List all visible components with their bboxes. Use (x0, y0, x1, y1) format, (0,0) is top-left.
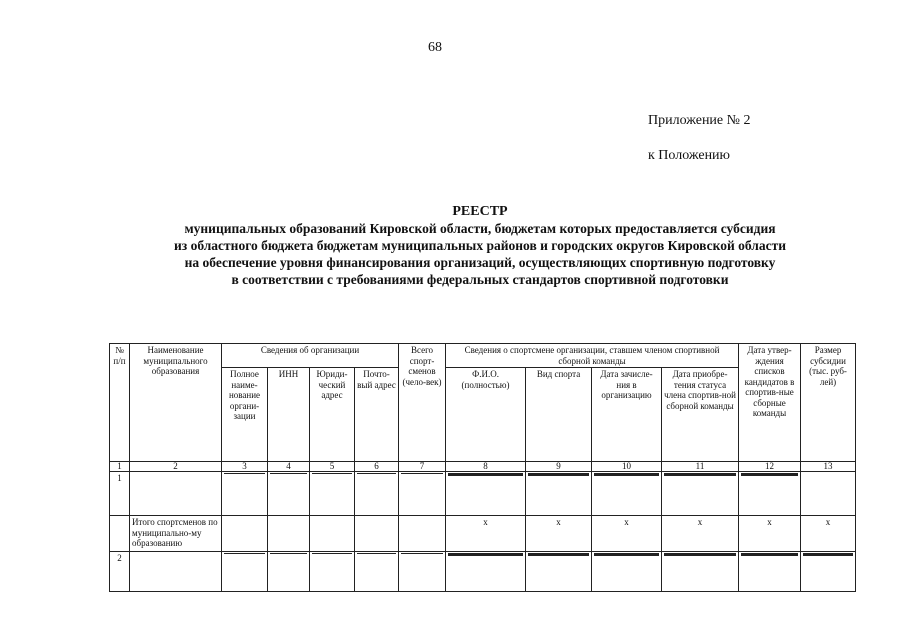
header-athlete-name: Ф.И.О. (полностью) (446, 368, 526, 462)
cell-subsidy (801, 552, 856, 592)
row-number (110, 516, 130, 552)
cell-org-inn (268, 472, 310, 516)
cell-sport (526, 552, 592, 592)
column-number: 5 (310, 462, 355, 472)
column-number: 6 (355, 462, 399, 472)
column-number: 12 (739, 462, 801, 472)
cell-org-legal-address (310, 516, 355, 552)
title-line: муниципальных образований Кировской области, бюджетам которых предоставляется субсидия (184, 221, 776, 236)
column-number: 13 (801, 462, 856, 472)
total-row (110, 516, 856, 552)
column-number: 11 (662, 462, 739, 472)
column-number: 4 (268, 462, 310, 472)
cell-subsidy (801, 472, 856, 516)
total-label: Итого спортсменов по муниципально-му образованию (130, 516, 222, 552)
cell-org-full-name (222, 516, 268, 552)
cell-org-legal-address (310, 552, 355, 592)
header-subsidy: Размер субсидии (тыс. руб-лей) (801, 344, 856, 462)
header-row (110, 344, 856, 368)
column-numbers-row (110, 462, 856, 472)
header-org-legal-address: Юриди-ческий адрес (310, 368, 355, 462)
page-number: 68 (428, 40, 442, 55)
cell-status-date (662, 552, 739, 592)
cell-org-postal-address (355, 516, 399, 552)
total-mark: x (739, 516, 801, 552)
header-athletes-info: Сведения о спортсмене организации, ставшем членом спортивной сборной команды (446, 344, 739, 368)
table-row (110, 552, 856, 592)
header-org-info: Сведения об организации (222, 344, 399, 368)
header-municipality: Наименование муниципального образования (130, 344, 222, 462)
cell-org-inn (268, 516, 310, 552)
cell-org-full-name (222, 472, 268, 516)
row-number: 1 (110, 472, 130, 516)
table-row (110, 472, 856, 516)
header-approval-date: Дата утвер-ждения списков кандидатов в спортив-ные сборные команды (739, 344, 801, 462)
column-number: 3 (222, 462, 268, 472)
cell-total-athletes (399, 516, 446, 552)
header-enroll-date: Дата зачисле-ния в организацию (592, 368, 662, 462)
header-total-athletes: Всего спорт-сменов (чело-век) (399, 344, 446, 462)
cell-enroll-date (592, 552, 662, 592)
cell-total-athletes (399, 472, 446, 516)
header-status-date: Дата приобре-тения статуса члена спортив-ной сборной команды (662, 368, 739, 462)
cell-approval-date (739, 472, 801, 516)
title-main: РЕЕСТР (452, 204, 508, 219)
appendix-label: Приложение № 2 (648, 113, 751, 128)
registry-table (109, 343, 856, 592)
row-number: 2 (110, 552, 130, 592)
cell-municipality (130, 552, 222, 592)
header-org-full-name: Полное наиме-нование органи-зации (222, 368, 268, 462)
document-title (90, 203, 870, 288)
cell-org-inn (268, 552, 310, 592)
column-number: 10 (592, 462, 662, 472)
column-number: 7 (399, 462, 446, 472)
cell-org-full-name (222, 552, 268, 592)
total-mark: x (801, 516, 856, 552)
total-mark: x (446, 516, 526, 552)
column-number: 9 (526, 462, 592, 472)
header-num: № п/п (110, 344, 130, 462)
header-org-inn: ИНН (268, 368, 310, 462)
cell-org-legal-address (310, 472, 355, 516)
column-number: 1 (110, 462, 130, 472)
total-mark: x (592, 516, 662, 552)
cell-municipality (130, 472, 222, 516)
cell-sport (526, 472, 592, 516)
title-line: из областного бюджета бюджетам муниципальных районов и городских округов Кировской области (173, 238, 786, 253)
cell-approval-date (739, 552, 801, 592)
cell-org-postal-address (355, 552, 399, 592)
cell-athlete-name (446, 472, 526, 516)
title-line: в соответствии с требованиями федеральных стандартов спортивной подготовки (231, 272, 729, 287)
cell-athlete-name (446, 552, 526, 592)
cell-total-athletes (399, 552, 446, 592)
column-number: 2 (130, 462, 222, 472)
total-mark: x (662, 516, 739, 552)
header-sport: Вид спорта (526, 368, 592, 462)
cell-enroll-date (592, 472, 662, 516)
cell-status-date (662, 472, 739, 516)
total-mark: x (526, 516, 592, 552)
cell-org-postal-address (355, 472, 399, 516)
header-org-postal-address: Почто-вый адрес (355, 368, 399, 462)
regulation-reference: к Положению (648, 148, 731, 163)
column-number: 8 (446, 462, 526, 472)
title-line: на обеспечение уровня финансирования организаций, осуществляющих спортивную подготовку (184, 255, 776, 270)
